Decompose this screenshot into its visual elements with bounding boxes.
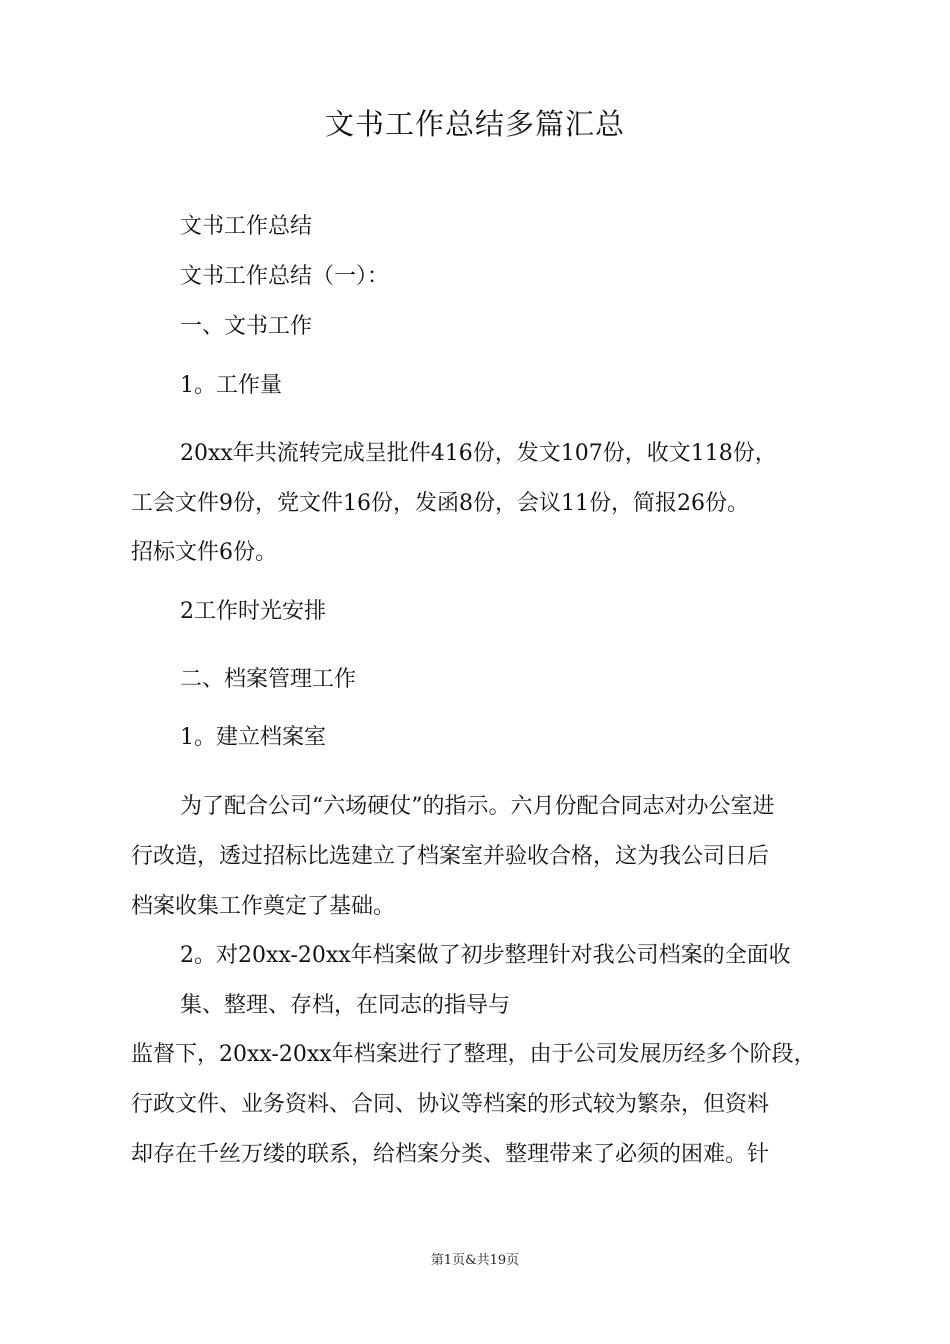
paragraph-line: 却存在千丝万缕的联系，给档案分类、整理带来了必须的困难。针	[131, 1142, 770, 1167]
paragraph-line: 行改造，透过招标比选建立了档案室并验收合格，这为我公司日后	[131, 844, 770, 869]
section-heading: 一、文书工作	[180, 314, 313, 339]
paragraph-line: 文书工作总结	[180, 214, 313, 239]
paragraph-line: 招标文件6份。	[131, 540, 277, 565]
subsection-heading: 1。建立档案室	[180, 725, 326, 750]
paragraph-line: 集、整理、存档，在同志的指导与	[180, 993, 511, 1018]
paragraph-line: 20xx年共流转完成呈批件416份，发文107份，收文118份，	[180, 441, 777, 466]
subsection-heading: 2工作时光安排	[180, 599, 326, 624]
paragraph-line: 档案收集工作奠定了基础。	[131, 894, 396, 919]
paragraph-line: 监督下，20xx-20xx年档案进行了整理，由于公司发展历经多个阶段，	[131, 1042, 816, 1067]
document-title: 文书工作总结多篇汇总	[324, 107, 625, 141]
paragraph-line: 2。对20xx-20xx年档案做了初步整理针对我公司档案的全面收	[180, 943, 791, 968]
paragraph-line: 行政文件、业务资料、合同、协议等档案的形式较为繁杂，但资料	[131, 1092, 770, 1117]
paragraph-line: 工会文件9份，党文件16份，发函8份，会议11份，简报26份。	[131, 491, 749, 516]
page-footer: 第1页&共19页	[430, 1253, 520, 1268]
paragraph-line: 文书工作总结（一）：	[180, 264, 390, 289]
subsection-heading: 1。工作量	[180, 373, 282, 398]
paragraph-line: 为了配合公司“六场硬仗”的指示。六月份配合同志对办公室进	[180, 794, 775, 819]
section-heading: 二、档案管理工作	[180, 667, 357, 692]
